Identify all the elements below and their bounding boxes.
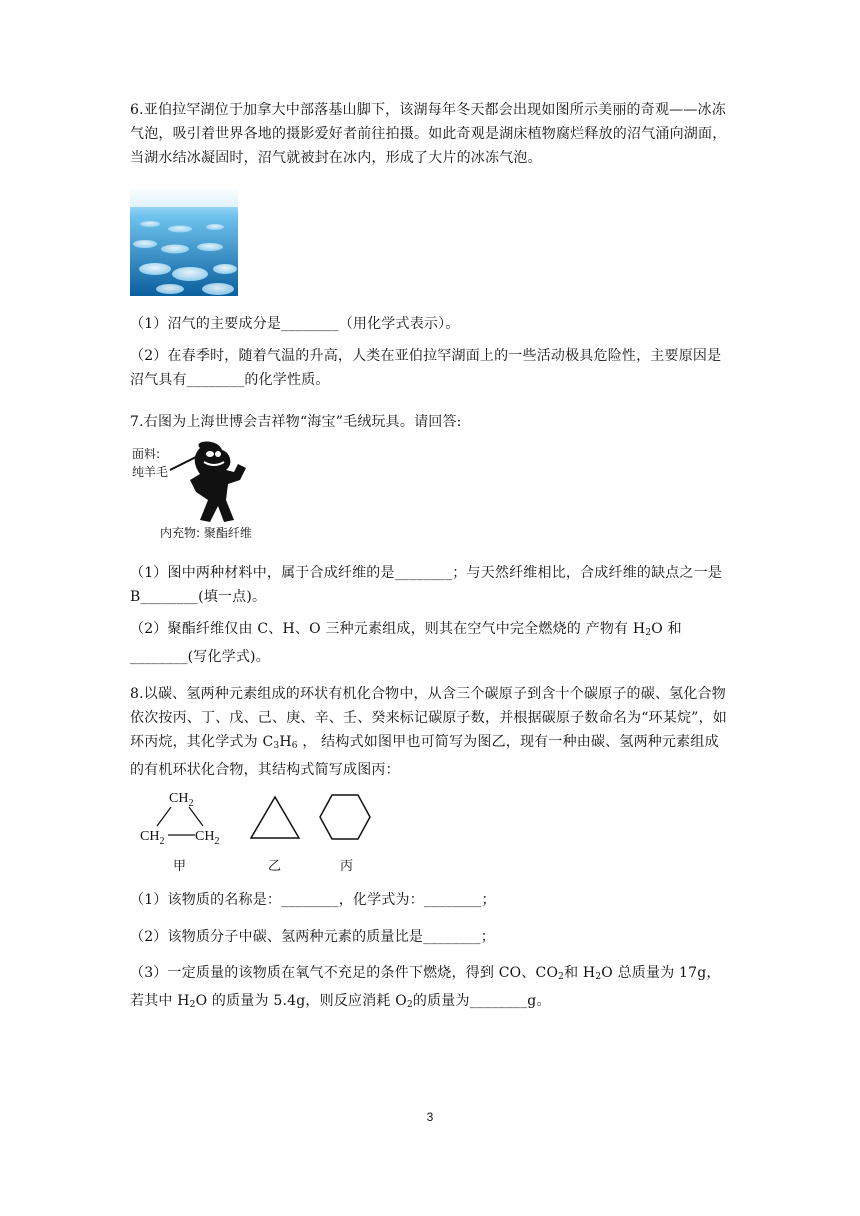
label-outer-2: 纯羊毛 (132, 465, 169, 479)
hexagon-shape (320, 795, 370, 839)
label-bing: 丙 (340, 859, 354, 874)
q6-intro: 6.亚伯拉罕湖位于加拿大中部落基山脚下，该湖每年冬天都会出现如图所示美丽的奇观——冰冻气泡，吸引着世界各地的摄影爱好者前往拍摄。如此奇观是湖床植物腐烂释放的沼气涌向湖面，当湖水结冰凝固时，沼气就被封在冰内，形成了大片的冰冻气泡。 (130, 102, 727, 166)
q6-sub1: （1）沼气的主要成分是________（用化学式表示）。 (130, 316, 460, 332)
page-number: 3 (426, 1110, 434, 1124)
q7-intro: 7.右图为上海世博会吉祥物“海宝”毛绒玩具。请回答: (130, 414, 462, 430)
q8-sub3: （3）一定质量的该物质在氧气不充足的条件下燃烧，得到 CO、$CO_2$和 $H_2O$ 总质量为 17g，若其中 $H_2O$ 的质量为 5.4g，则反应消耗 $O_2$的质量为________g。 (130, 965, 721, 1010)
label-outer-1: 面料: (132, 447, 161, 461)
q7-sub2: （2）聚酯纤维仅由 C、H、O 三种元素组成，则其在空气中完全燃烧的 产物有 $H_2O$ 和 ________(写化学式)。 (130, 621, 682, 665)
label-jia: 甲 (173, 859, 187, 874)
q8-intro: 8.以碳、氢两种元素组成的环状有机化合物中，从含三个碳原子到含十个碳原子的碳、氢化合物依次按丙、丁、戊、己、庚、辛、壬、癸来标记碳原子数，并根据碳原子数命名为“环某烷”，如环丙烷，其化学式为 $C_3H_6$ ， 结构式如图甲也可简写为图乙，现有一种由碳、氢两种元素组成的有机环状化合物，其结构式简写成图丙： (130, 686, 727, 778)
q6-sub2: （2）在春季时，随着气温的升高，人类在亚伯拉罕湖面上的一些活动极具危险性，主要原因是沼气具有________的化学性质。 (130, 348, 722, 388)
q7-sub1: （1）图中两种材料中，属于合成纤维的是________；与天然纤维相比，合成纤维的缺点之一是 B________(填一点)。 (130, 565, 723, 605)
q8-sub2: （2）该物质分子中碳、氢两种元素的质量比是________； (130, 929, 495, 945)
haibao-toy-image (130, 440, 270, 545)
ch2-top: $CH_2$ (169, 791, 194, 809)
triangle-shape (251, 797, 299, 838)
q8-sub1: （1）该物质的名称是：________，化学式为：________； (130, 892, 496, 908)
ice-bubbles-photo (130, 189, 238, 296)
label-yi: 乙 (268, 859, 282, 874)
ch2-left: $CH_2$ (140, 829, 165, 847)
label-inner: 内充物: 聚酯纤维 (160, 526, 252, 540)
cycloalkane-structures (135, 782, 380, 877)
ch2-right: $CH_2$ (195, 829, 220, 847)
